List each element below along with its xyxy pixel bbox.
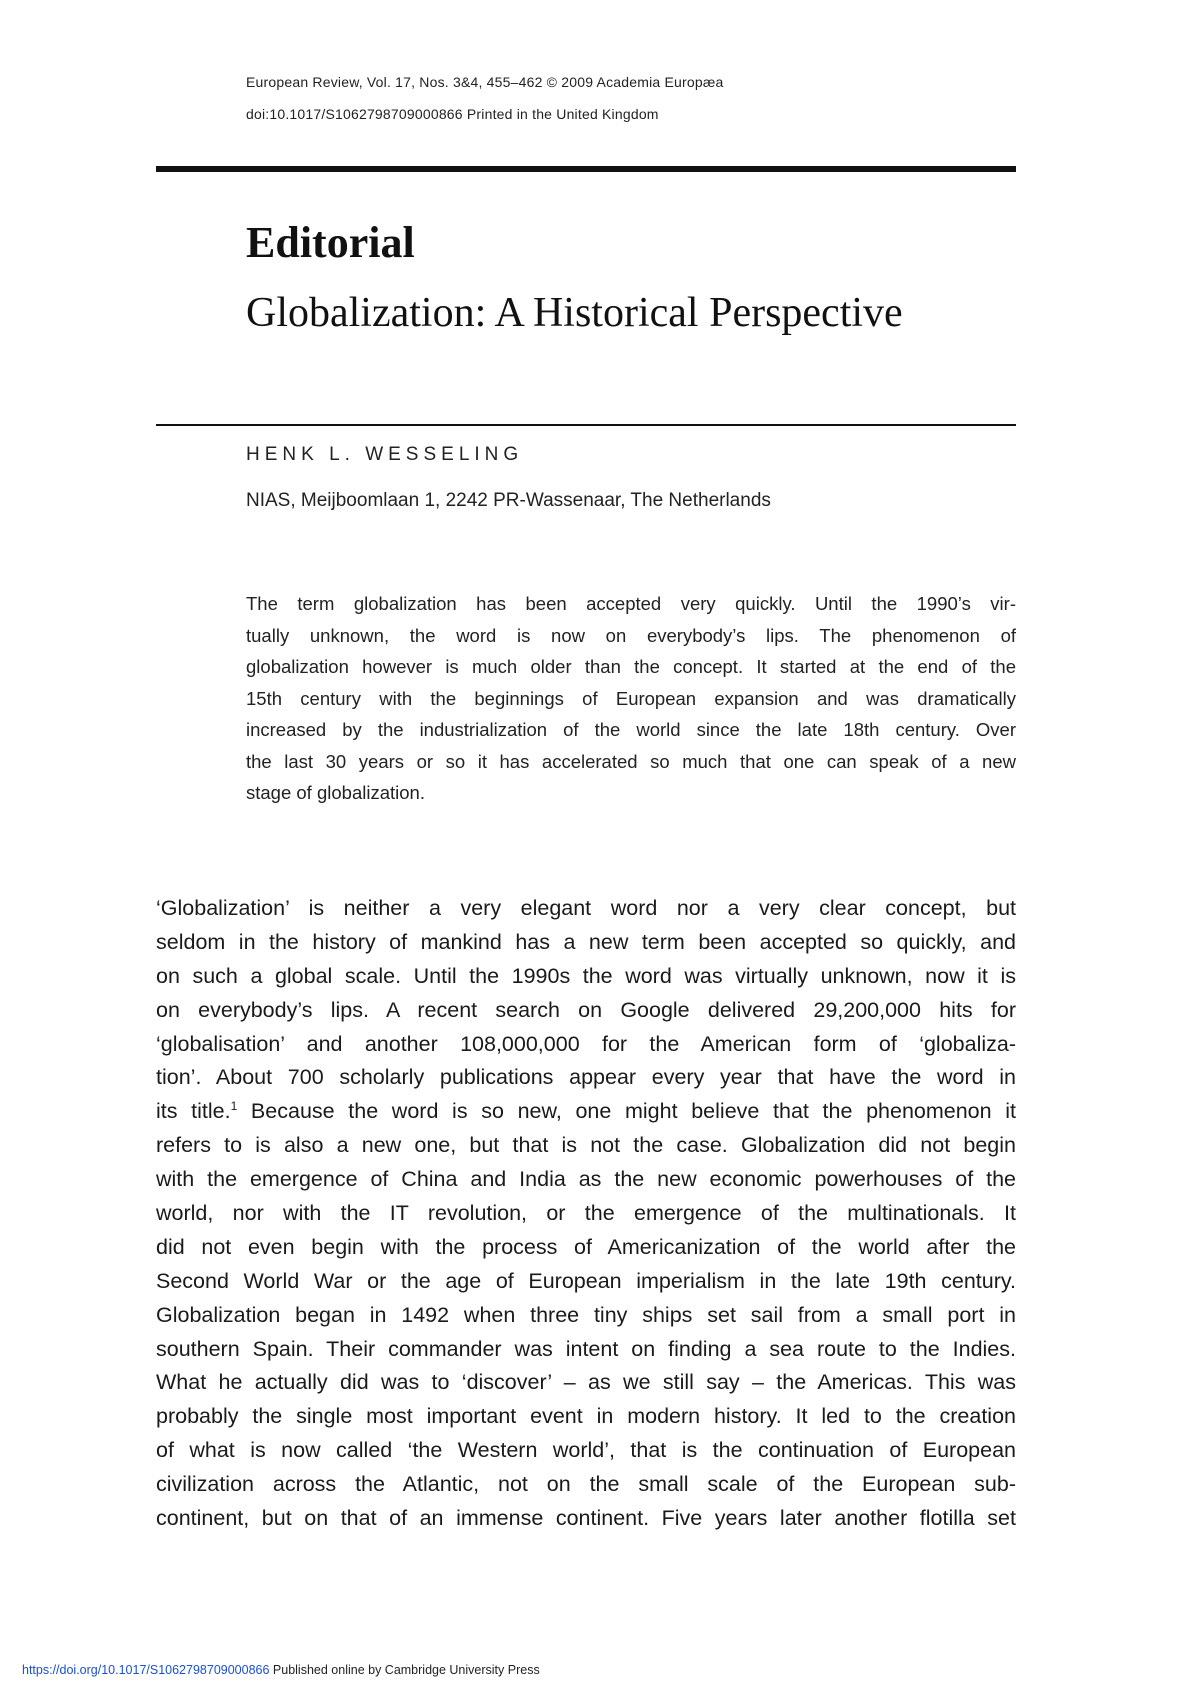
body-line: on such a global scale. Until the 1990s the word was virtually unknown, now it is — [156, 963, 1016, 988]
body-line: tion’. About 700 scholarly publications appear every year that have the word in — [156, 1065, 1016, 1090]
abstract-line: globalization however is much older than the concept. It started at the end of the — [246, 656, 1016, 677]
abstract — [246, 588, 1016, 809]
top-rule — [156, 166, 1016, 172]
body-line: of what is now called ‘the Western world’, that is the continuation of European — [156, 1438, 1016, 1463]
abstract-line: increased by the industrialization of the world since the late 18th century. Over — [246, 719, 1016, 740]
body-line: southern Spain. Their commander was intent on finding a sea route to the Indies. — [156, 1336, 1016, 1361]
journal-citation: European Review, Vol. 17, Nos. 3&4, 455–462 © 2009 Academia Europæa — [246, 74, 724, 90]
abstract-line: stage of globalization. — [246, 782, 425, 803]
publisher-note: Published online by Cambridge University Press — [269, 1663, 540, 1677]
page-footer — [22, 1663, 540, 1677]
title-rule — [156, 424, 1016, 426]
body-line: did not even begin with the process of Americanization of the world after the — [156, 1234, 1016, 1259]
body-line: probably the single most important event in modern history. It led to the creation — [156, 1404, 1016, 1429]
author-name: HENK L. WESSELING — [246, 444, 524, 465]
doi-link[interactable]: https://doi.org/10.1017/S1062798709000866 — [22, 1663, 270, 1677]
body-line-start: its title. — [156, 1099, 231, 1124]
body-line: Globalization began in 1492 when three tiny ships set sail from a small port in — [156, 1302, 1016, 1327]
body-line: ‘Globalization’ is neither a very elegant word nor a very clear concept, but — [156, 896, 1016, 920]
body-line: continent, but on that of an immense continent. Five years later another flotilla set — [156, 1506, 1016, 1531]
article-title: Globalization: A Historical Perspective — [246, 290, 903, 336]
body-line: refers to is also a new one, but that is not the case. Globalization did not begin — [156, 1133, 1016, 1158]
body-text — [156, 892, 1016, 1536]
body-line: What he actually did was to ‘discover’ – as we still say – the Americas. This was — [156, 1370, 1016, 1395]
abstract-line: 15th century with the beginnings of European expansion and was dramatically — [246, 687, 1016, 709]
doi-line: doi:10.1017/S1062798709000866 Printed in the United Kingdom — [246, 106, 659, 122]
body-line: world, nor with the IT revolution, or the emergence of the multinationals. It — [156, 1201, 1016, 1226]
abstract-line: the last 30 years or so it has accelerated so much that one can speak of a new — [246, 750, 1016, 772]
body-line: Second World War or the age of European imperialism in the late 19th century. — [156, 1268, 1016, 1293]
body-line: civilization across the Atlantic, not on the small scale of the European sub- — [156, 1472, 1016, 1497]
abstract-line: tually unknown, the word is now on everybody’s lips. The phenomenon of — [246, 624, 1016, 646]
author-affiliation: NIAS, Meijboomlaan 1, 2242 PR-Wassenaar, The Netherlands — [246, 490, 771, 511]
body-line: on everybody’s lips. A recent search on Google delivered 29,200,000 hits for — [156, 997, 1016, 1022]
body-line-rest: Because the word is so new, one might believe that the phenomenon it — [237, 1099, 1016, 1124]
abstract-line: The term globalization has been accepted very quickly. Until the 1990’s vir- — [246, 593, 1016, 614]
section-label: Editorial — [246, 218, 415, 267]
body-line: with the emergence of China and India as the new economic powerhouses of the — [156, 1167, 1016, 1192]
body-line: seldom in the history of mankind has a new term been accepted so quickly, and — [156, 929, 1016, 954]
body-line: ‘globalisation’ and another 108,000,000 for the American form of ‘globaliza- — [156, 1031, 1016, 1056]
body-line-with-footnote — [156, 1095, 1016, 1129]
footnote-ref[interactable]: 1 — [230, 1099, 238, 1114]
